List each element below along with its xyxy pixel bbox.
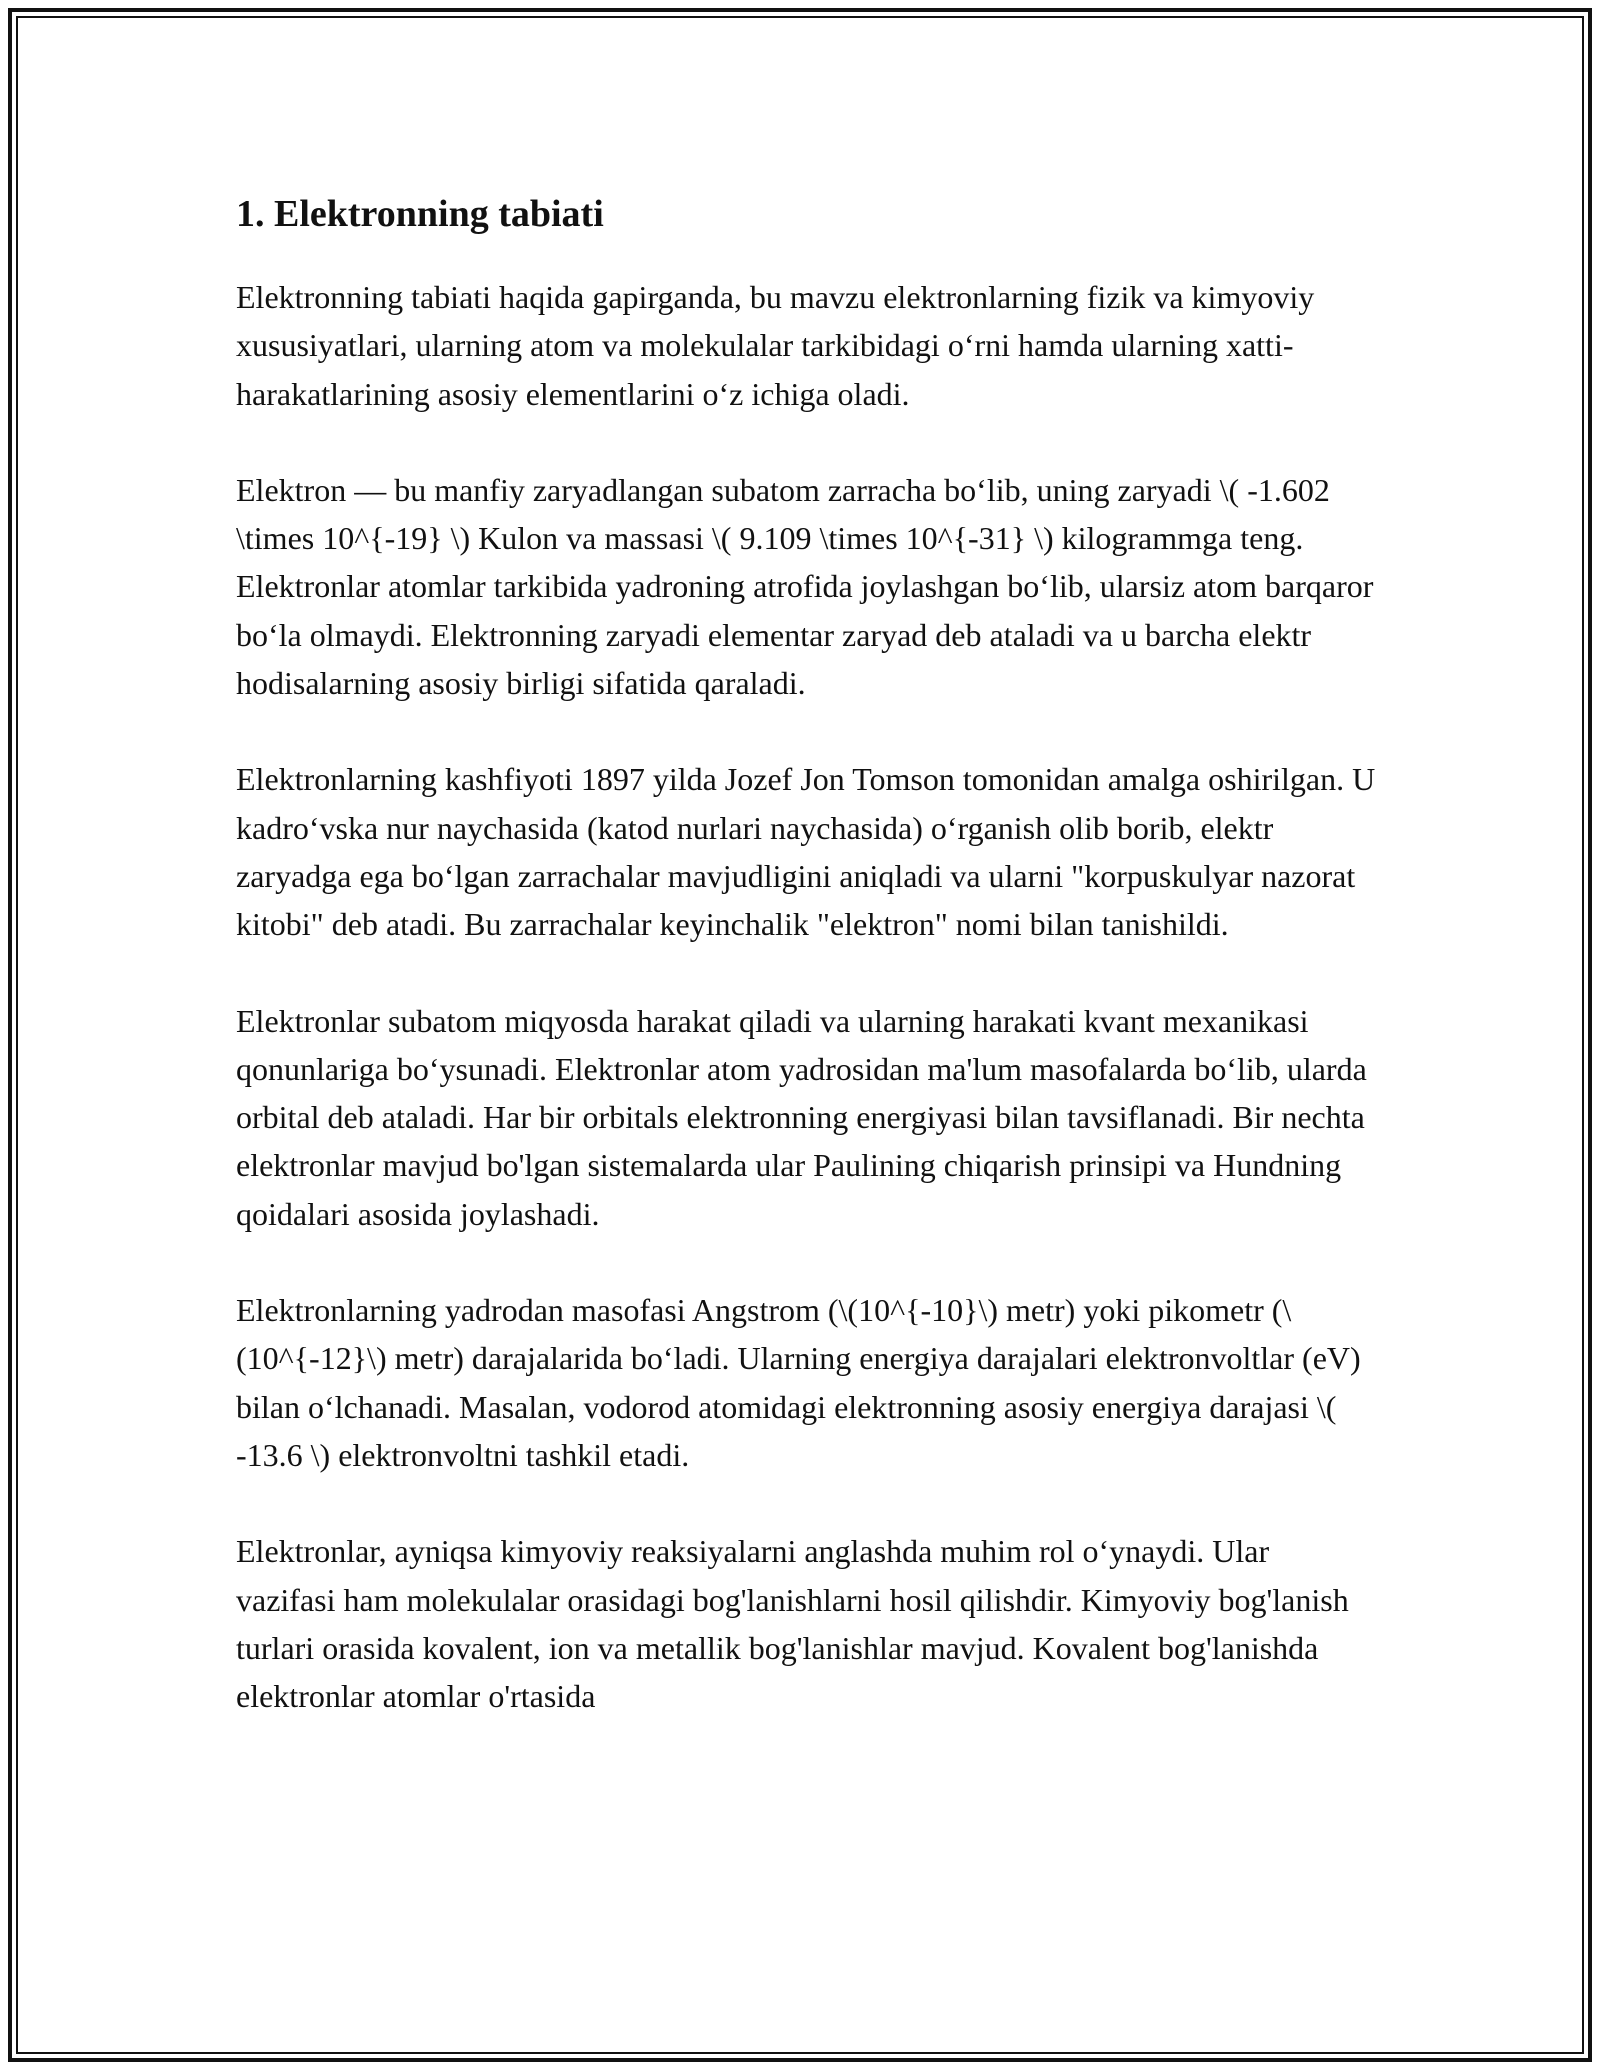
- document-body: [236, 186, 1376, 1768]
- paragraph-electron-discovery: Elektronlarning kashfiyoti 1897 yilda Jozef Jon Tomson tomonidan amalga oshirilgan. U kadro‘vska nur naychasida (katod nurlari naychasida) o‘rganish olib borib, elektr zaryadga ega bo‘lgan zarrachalar mavjudligini aniqladi va ularni "korpuskulyar nazorat kitobi" deb atadi. Bu zarrachalar keyinchalik "elektron" nomi bilan tanishildi.: [236, 761, 1376, 943]
- paragraph-electron-nature: Elektronning tabiati haqida gapirganda, bu mavzu elektronlarning fizik va kimyoviy xususiyatlari, ularning atom va molekulalar tarkibidagi o‘rni hamda ularning xatti-harakatlarining asosiy elementlarini o‘z ichiga oladi.: [236, 279, 1315, 412]
- paragraph-electron-chemical-bonds: Elektronlar, ayniqsa kimyoviy reaksiyalarni anglashda muhim rol o‘ynaydi. Ular vazifasi ham molekulalar orasidagi bog'lanishlarni hosil qilishdir. Kimyoviy bog'lanish turlari orasida kovalent, ion va metallik bog'lanishlar mavjud. Kovalent bog'lanishda elektronlar atomlar o'rtasida: [236, 1533, 1349, 1715]
- paragraph-electron-distance-energy: Elektronlarning yadrodan masofasi Angstrom (\(10^{-10}\) metr) yoki pikometr (\(10^{-12}\) metr) darajalarida bo‘ladi. Ularning energiya darajalari elektronvoltlar (eV) bilan o‘lchanadi. Masalan, vodorod atomidagi elektronning asosiy energiya darajasi \( -13.6 \) elektronvoltni tashkil etadi.: [236, 1292, 1361, 1473]
- paragraph-electron-charge-mass: Elektron — bu manfiy zaryadlangan subatom zarracha bo‘lib, uning zaryadi \( -1.602 \times 10^{-19} \) Kulon va massasi \( 9.109 \times 10^{-31} \) kilogrammga teng. Elektronlar atomlar tarkibida yadroning atrofida joylashgan bo‘lib, ularsiz atom barqaror bo‘la olmaydi. Elektronning zaryadi elementar zaryad deb ataladi va u barcha elektr hodisalarning asosiy birligi sifatida qaraladi.: [236, 471, 1374, 702]
- section-title: 1. Elektronning tabiati: [236, 193, 604, 235]
- paragraph-electron-orbitals: Elektronlar subatom miqyosda harakat qiladi va ularning harakati kvant mexanikasi qonunlariga bo‘ysunadi. Elektronlar atom yadrosidan ma'lum masofalarda bo‘lib, ularda orbital deb ataladi. Har bir orbitals elektronning energiyasi bilan tavsiflanadi. Bir nechta elektronlar mavjud bo'lgan sistemalarda ular Paulining chiqarish prinsipi va Hundning qoidalari asosida joylashadi.: [236, 1002, 1367, 1232]
